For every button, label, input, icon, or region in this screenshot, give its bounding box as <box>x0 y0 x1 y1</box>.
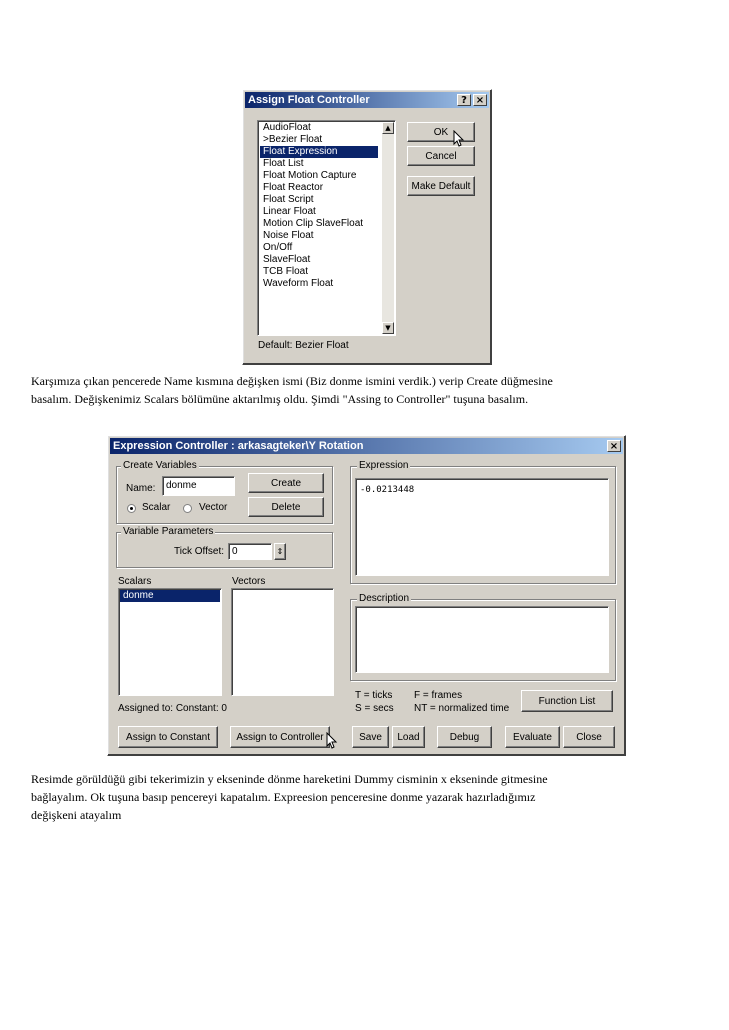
delete-button[interactable]: Delete <box>248 497 324 517</box>
tick-offset-spinner[interactable]: ⇕ <box>274 543 286 560</box>
assign-to-constant-button[interactable]: Assign to Constant <box>118 726 218 748</box>
paragraph-2-line-1: Resimde görüldüğü gibi tekerimizin y ekseninde dönme hareketini Dummy cisminin x ekseninde gitmesine <box>31 772 548 786</box>
paragraph-1-line-2: basalım. Değişkenimiz Scalars bölümüne aktarılmış oldu. Şimdi "Assing to Controller" tuşuna basalım. <box>31 392 529 406</box>
tick-offset-label: Tick Offset: <box>174 546 225 557</box>
default-controller-text: Default: Bezier Float <box>258 340 349 351</box>
controller-list-item[interactable]: Linear Float <box>263 206 316 217</box>
cancel-button[interactable]: Cancel <box>407 146 475 166</box>
variable-parameters-group <box>116 532 333 568</box>
scalars-list-item[interactable]: donme <box>120 590 220 602</box>
vector-label: Vector <box>199 502 228 513</box>
controller-list-item[interactable]: Waveform Float <box>263 278 334 289</box>
variable-parameters-label: Variable Parameters <box>123 526 214 537</box>
dialog-title-bar <box>245 92 489 108</box>
close-dialog-button[interactable]: Close <box>563 726 615 748</box>
legend-ticks: T = ticks <box>355 690 393 701</box>
legend-frames: F = frames <box>414 690 463 701</box>
scalars-list[interactable] <box>118 588 222 696</box>
assign-to-controller-button[interactable]: Assign to Controller <box>230 726 330 748</box>
controller-list-item[interactable]: Float List <box>263 158 304 169</box>
paragraph-1-line-1: Karşımıza çıkan pencerede Name kısmına değişken ismi (Biz donme ismini verdik.) verip Create düğmesine <box>31 374 553 388</box>
mouse-cursor-icon <box>326 732 338 750</box>
paragraph-2-line-3: değişkeni atayalım <box>31 808 122 822</box>
expression-value: -0.0213448 <box>360 485 415 495</box>
scalar-radio[interactable] <box>127 504 136 513</box>
controller-list-item[interactable]: Float Expression <box>260 146 378 158</box>
legend-secs: S = secs <box>355 703 394 714</box>
controller-list-item[interactable]: On/Off <box>263 242 293 253</box>
vectors-list[interactable] <box>231 588 334 696</box>
scroll-down-button[interactable]: ▼ <box>382 322 394 334</box>
name-input[interactable] <box>162 476 235 496</box>
vectors-label: Vectors <box>232 576 266 587</box>
create-button[interactable]: Create <box>248 473 324 493</box>
evaluate-button[interactable]: Evaluate <box>505 726 560 748</box>
description-textarea[interactable] <box>355 606 609 673</box>
close-button[interactable]: × <box>473 94 487 106</box>
controller-list[interactable] <box>257 120 396 336</box>
name-input-value: donme <box>166 480 197 491</box>
make-default-button[interactable]: Make Default <box>407 176 475 196</box>
list-scrollbar[interactable] <box>382 122 394 334</box>
controller-list-item[interactable]: Float Script <box>263 194 314 205</box>
expression-textarea[interactable] <box>355 478 609 576</box>
expression-controller-dialog <box>107 435 626 756</box>
controller-list-item[interactable]: >Bezier Float <box>263 134 323 145</box>
close-button[interactable]: × <box>607 440 621 452</box>
tick-offset-value: 0 <box>232 546 238 557</box>
tick-offset-input[interactable] <box>228 543 272 560</box>
dialog-title: Expression Controller : arkasagteker\Y Rotation <box>113 440 364 452</box>
scalar-label: Scalar <box>142 502 171 513</box>
dialog-title-bar <box>110 438 623 454</box>
load-button[interactable]: Load <box>392 726 425 748</box>
controller-list-item[interactable]: TCB Float <box>263 266 309 277</box>
controller-list-item[interactable]: Noise Float <box>263 230 314 241</box>
scalars-label: Scalars <box>118 576 152 587</box>
help-button[interactable]: ? <box>457 94 471 106</box>
controller-list-item[interactable]: Motion Clip SlaveFloat <box>263 218 364 229</box>
dialog-title: Assign Float Controller <box>248 94 370 106</box>
description-label: Description <box>359 593 410 604</box>
controller-list-item[interactable]: Float Reactor <box>263 182 324 193</box>
function-list-button[interactable]: Function List <box>521 690 613 712</box>
controller-list-item[interactable]: Float Motion Capture <box>263 170 357 181</box>
mouse-cursor-icon <box>453 130 465 148</box>
assigned-to-text: Assigned to: Constant: 0 <box>118 703 227 714</box>
legend-normalized: NT = normalized time <box>414 703 510 714</box>
expression-label: Expression <box>359 460 409 471</box>
name-label: Name: <box>126 483 156 494</box>
paragraph-2-line-2: bağlayalım. Ok tuşuna basıp pencereyi kapatalım. Expreesion penceresine donme yazarak hazırladığımız <box>31 790 536 804</box>
scroll-up-button[interactable]: ▲ <box>382 122 394 134</box>
controller-list-item[interactable]: SlaveFloat <box>263 254 311 265</box>
controller-list-item[interactable]: AudioFloat <box>263 122 311 133</box>
assign-float-controller-dialog <box>242 89 492 365</box>
create-variables-label: Create Variables <box>123 460 197 471</box>
save-button[interactable]: Save <box>352 726 389 748</box>
ok-button[interactable]: OK <box>407 122 475 142</box>
debug-button[interactable]: Debug <box>437 726 492 748</box>
vector-radio[interactable] <box>183 504 192 513</box>
